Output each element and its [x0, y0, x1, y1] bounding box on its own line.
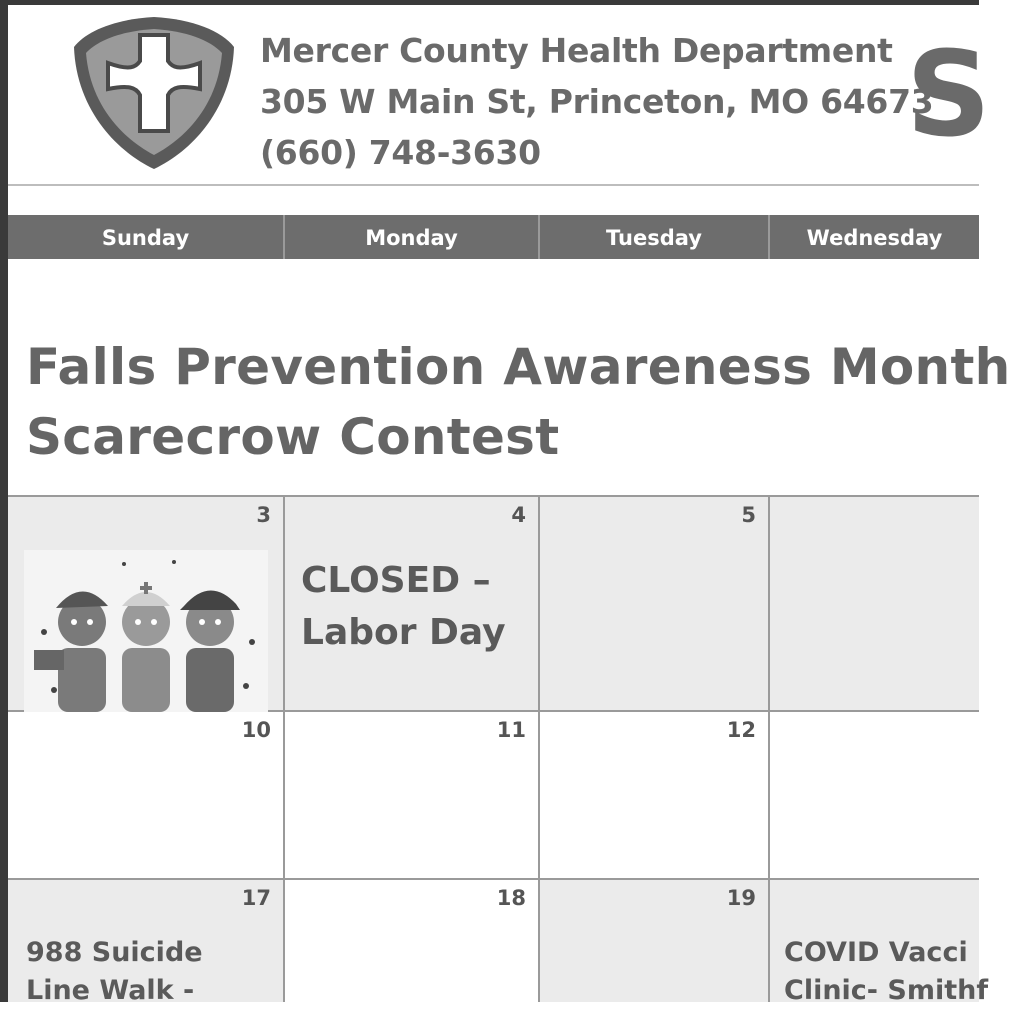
- day-number: 10: [241, 718, 271, 742]
- org-phone: (660) 748-3630: [260, 133, 541, 172]
- org-name: Mercer County Health Department: [260, 31, 893, 70]
- day-number: 4: [511, 503, 526, 527]
- event-text: 988 Suicide: [26, 937, 203, 968]
- day-number: 18: [496, 886, 526, 910]
- day-cell-5: [540, 497, 770, 712]
- banner-line-2: Scarecrow Contest: [26, 408, 560, 466]
- banner-title: [26, 332, 1011, 472]
- event-988-suicide-line-walk: [26, 934, 203, 1010]
- day-number: 12: [726, 718, 756, 742]
- day-cell-12: [540, 712, 770, 880]
- community-helpers-illustration: [24, 550, 268, 712]
- weekday-header-bar: [8, 215, 979, 259]
- weekday-monday: Monday: [285, 215, 540, 259]
- health-shield-cross-logo: [72, 13, 236, 173]
- day-cell-10: [8, 712, 285, 880]
- event-text: Line Walk -: [26, 975, 195, 1006]
- weekday-sunday: Sunday: [8, 215, 285, 259]
- event-text: CLOSED –: [301, 560, 491, 601]
- calendar-grid: [8, 495, 989, 1006]
- event-text: Labor Day: [301, 612, 506, 653]
- day-number: 5: [741, 503, 756, 527]
- event-closed-labor-day: [301, 555, 506, 659]
- header-divider: [8, 184, 979, 186]
- day-number: 11: [496, 718, 526, 742]
- org-address: 305 W Main St, Princeton, MO 64673: [260, 82, 934, 121]
- weekday-tuesday: Tuesday: [540, 215, 770, 259]
- day-cell-3: [8, 497, 285, 712]
- day-number: 3: [256, 503, 271, 527]
- event-covid-vaccine-clinic: [784, 934, 988, 1010]
- banner-line-1: Falls Prevention Awareness Month: [26, 338, 1011, 396]
- day-cell-18: [285, 880, 540, 1002]
- day-cell-17: [8, 880, 285, 1006]
- day-cell-19: [540, 880, 770, 1002]
- day-cell-13: [770, 712, 979, 880]
- page-header: [8, 5, 991, 185]
- event-text: COVID Vacci: [784, 937, 968, 968]
- org-contact-block: [260, 25, 933, 178]
- event-text: Clinic- Smithf: [784, 975, 989, 1006]
- day-number: 19: [726, 886, 756, 910]
- day-cell-4: [285, 497, 540, 712]
- day-number: 17: [241, 886, 271, 910]
- weekday-wednesday: Wednesday: [806, 226, 943, 250]
- day-cell-6: [770, 497, 979, 712]
- month-title-fragment: S: [906, 25, 991, 163]
- day-cell-11: [285, 712, 540, 880]
- day-cell-20: [770, 880, 989, 1006]
